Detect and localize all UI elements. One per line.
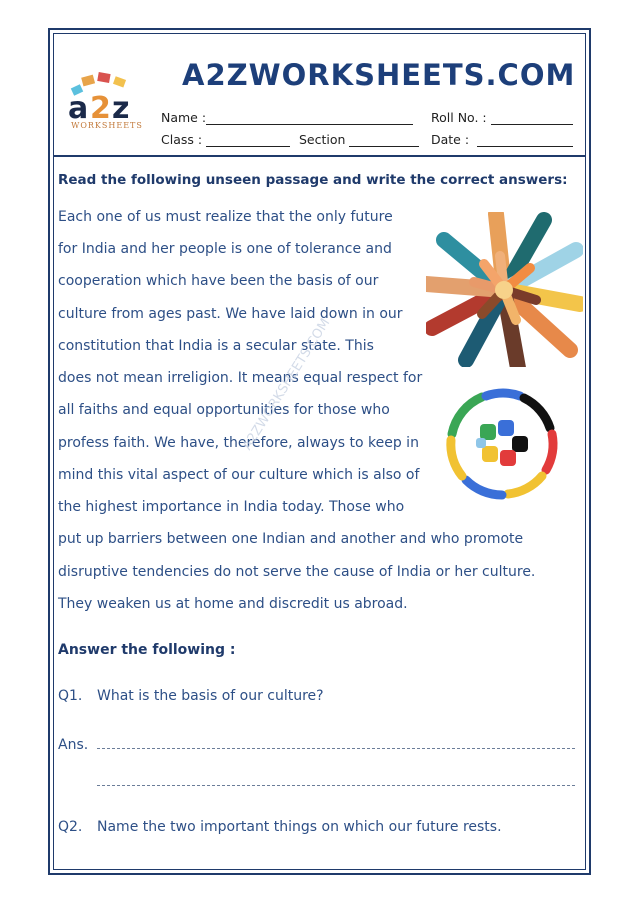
class-label: Class : [161, 132, 203, 147]
question-1-text: What is the basis of our culture? [97, 688, 324, 704]
watermark: A2ZWORKSHEETS.COM [240, 316, 334, 453]
svg-text:2: 2 [90, 91, 111, 126]
passage-line: culture from ages past. We have laid down in our [58, 306, 403, 322]
unity-hands-image [426, 212, 583, 367]
roll-field[interactable] [431, 110, 573, 125]
passage-line: Each one of us must realize that the only future [58, 209, 393, 225]
class-line [206, 134, 290, 147]
passage-line: cooperation which have been the basis of our [58, 273, 379, 289]
passage-line: disruptive tendencies do not serve the cause of India or her culture. [58, 564, 536, 580]
instruction: Read the following unseen passage and write the correct answers: [58, 172, 568, 188]
name-line [206, 112, 413, 125]
date-field[interactable] [431, 132, 573, 147]
svg-text:a: a [68, 91, 89, 126]
ans-label: Ans. [58, 737, 89, 753]
colorful-fists-ring-image [442, 385, 562, 503]
section-label: Section [299, 132, 346, 147]
answer-line-1[interactable] [97, 748, 575, 749]
passage-line: constitution that India is a secular state. This [58, 338, 374, 354]
answer-line-2[interactable] [97, 785, 575, 786]
header-divider [53, 155, 586, 157]
svg-text:z: z [112, 91, 130, 126]
logo-text: WORKSHEETS [71, 121, 143, 130]
roll-line [491, 112, 573, 125]
section-line [349, 134, 419, 147]
question-2-number: Q2. [58, 819, 83, 835]
passage-line: for India and her people is one of tolerance and [58, 241, 392, 257]
passage-line: the highest importance in India today. Those who [58, 499, 405, 515]
date-label: Date : [431, 132, 470, 147]
answer-heading: Answer the following : [58, 642, 236, 658]
passage-line: profess faith. We have, therefore, always to keep in [58, 435, 419, 451]
passage-line: mind this vital aspect of our culture which is also of [58, 467, 420, 483]
name-label: Name : [161, 110, 207, 125]
section-field[interactable] [299, 132, 419, 147]
site-title: A2ZWORKSHEETS.COM [182, 58, 576, 92]
passage-line: all faiths and equal opportunities for those who [58, 402, 390, 418]
question-1-number: Q1. [58, 688, 83, 704]
passage-line: They weaken us at home and discredit us abroad. [58, 596, 408, 612]
date-line [477, 134, 573, 147]
name-field[interactable] [161, 110, 413, 125]
passage-line: does not mean irreligion. It means equal respect for [58, 370, 423, 386]
roll-label: Roll No. : [431, 110, 487, 125]
passage-line: put up barriers between one Indian and another and who promote [58, 531, 524, 547]
class-field[interactable] [161, 132, 290, 147]
question-2-text: Name the two important things on which our future rests. [97, 819, 502, 835]
